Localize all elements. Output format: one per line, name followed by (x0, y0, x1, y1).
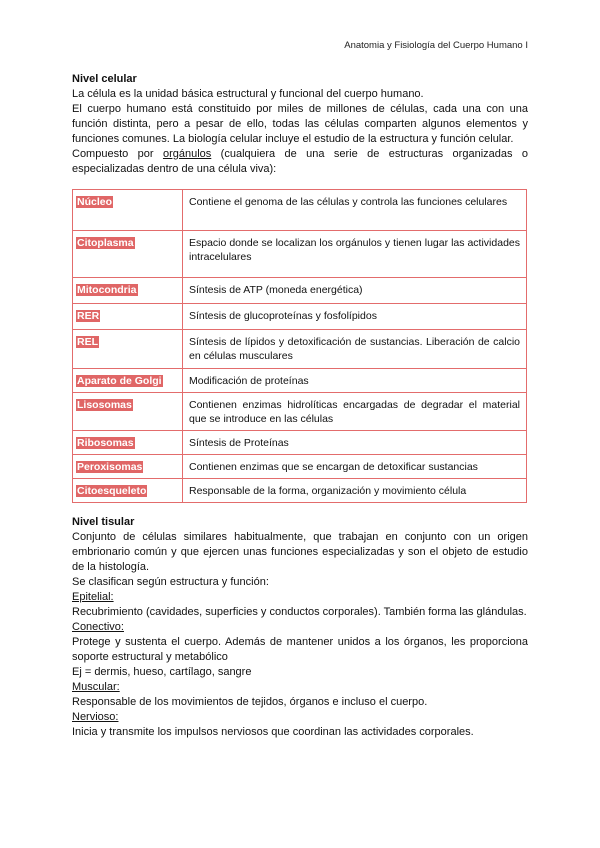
cellular-paragraph-2: El cuerpo humano está constituido por miles de millones de células, cada una con una función distinta, pero a pesar de ello, todas las células comparten algunos elementos y funciones comunes. La biología celular incluye el estudio de la estructura y función celular. (72, 103, 528, 145)
organelle-name-cell (73, 278, 183, 304)
organelle-name-cell (73, 393, 183, 431)
table-row (73, 190, 527, 231)
table-row (73, 431, 527, 455)
tissue-type-description: Recubrimiento (cavidades, superficies y conductos corporales). También forma las glándulas. (72, 606, 527, 618)
organelle-name-cell (73, 479, 183, 503)
organelles-term: orgánulos (162, 148, 212, 160)
organelle-function: Síntesis de lípidos y detoxificación de sustancias. Liberación de calcio en células musculares (183, 330, 527, 369)
tissue-type-description: Inicia y transmite los impulsos nerviosos que coordinan las actividades corporales. (72, 726, 474, 738)
organelle-name: Citoesqueleto (77, 485, 147, 497)
cellular-paragraph-1: La célula es la unidad básica estructural y funcional del cuerpo humano. (72, 88, 424, 100)
tissue-types-list (72, 590, 528, 740)
organelle-name: Lisosomas (77, 399, 132, 411)
tissue-heading: Nivel tisular (72, 516, 135, 528)
table-row (73, 330, 527, 369)
table-row (73, 304, 527, 330)
tissue-type-description: Protege y sustenta el cuerpo. Además de mantener unidos a los órganos, les proporciona soporte estructural y metabólico (72, 636, 528, 663)
tissue-type-description: Ej = dermis, hueso, cartílago, sangre (72, 666, 252, 678)
organelle-name: Citoplasma (77, 237, 134, 249)
table-row (73, 479, 527, 503)
table-row (73, 369, 527, 393)
tissue-paragraph-2: Se clasifican según estructura y función: (72, 576, 269, 588)
organelle-name-cell (73, 330, 183, 369)
tissue-type-label: Conectivo: (72, 621, 124, 633)
organelle-function: Espacio donde se localizan los orgánulos y tienen lugar las actividades intracelulares (183, 231, 527, 278)
p3-before: Compuesto por (72, 148, 163, 160)
organelles-table (72, 189, 527, 503)
tissue-section (72, 515, 528, 740)
organelle-name: Aparato de Golgi (77, 375, 162, 387)
organelle-name-cell (73, 431, 183, 455)
p3-after: (cualquiera de una serie de estructuras organizadas o especializadas dentro de una célula viva): (72, 148, 528, 175)
table-row (73, 455, 527, 479)
table-row (73, 278, 527, 304)
tissue-paragraph-1: Conjunto de células similares habitualmente, que trabajan en conjunto con un origen embrionario común y que ejercen unas funciones especializadas y son el objeto de estudio de la histología. (72, 531, 528, 573)
tissue-type-label: Epitelial: (72, 591, 114, 603)
organelle-function: Síntesis de glucoproteínas y fosfolípidos (183, 304, 527, 330)
organelle-name: Ribosomas (77, 437, 134, 449)
organelle-name: RER (77, 310, 100, 322)
organelle-function: Síntesis de ATP (moneda energética) (183, 278, 527, 304)
tissue-type-description: Responsable de los movimientos de tejidos, órganos e incluso el cuerpo. (72, 696, 428, 708)
organelle-name: Núcleo (77, 196, 113, 208)
cellular-heading: Nivel celular (72, 73, 137, 85)
organelle-function: Contienen enzimas que se encargan de detoxificar sustancias (183, 455, 527, 479)
organelle-function: Contienen enzimas hidrolíticas encargadas de degradar el material que se introduce en las células (183, 393, 527, 431)
organelle-name-cell (73, 369, 183, 393)
organelle-function: Responsable de la forma, organización y movimiento célula (183, 479, 527, 503)
organelles-table-body (73, 190, 527, 503)
organelle-name: REL (77, 336, 98, 348)
organelle-name-cell (73, 190, 183, 231)
organelle-name-cell (73, 455, 183, 479)
cellular-paragraph-3 (72, 147, 528, 177)
organelle-name: Peroxisomas (77, 461, 143, 473)
table-row (73, 393, 527, 431)
running-header: Anatomia y Fisiología del Cuerpo Humano I (344, 40, 528, 51)
tissue-type-label: Nervioso: (72, 711, 119, 723)
table-row (73, 231, 527, 278)
tissue-type-label: Muscular: (72, 681, 120, 693)
organelle-function: Contiene el genoma de las células y controla las funciones celulares (183, 190, 527, 231)
organelle-function: Síntesis de Proteínas (183, 431, 527, 455)
organelle-name-cell (73, 231, 183, 278)
organelle-name-cell (73, 304, 183, 330)
organelle-function: Modificación de proteínas (183, 369, 527, 393)
organelle-name: Mitocondria (77, 284, 137, 296)
page-content (72, 72, 528, 740)
